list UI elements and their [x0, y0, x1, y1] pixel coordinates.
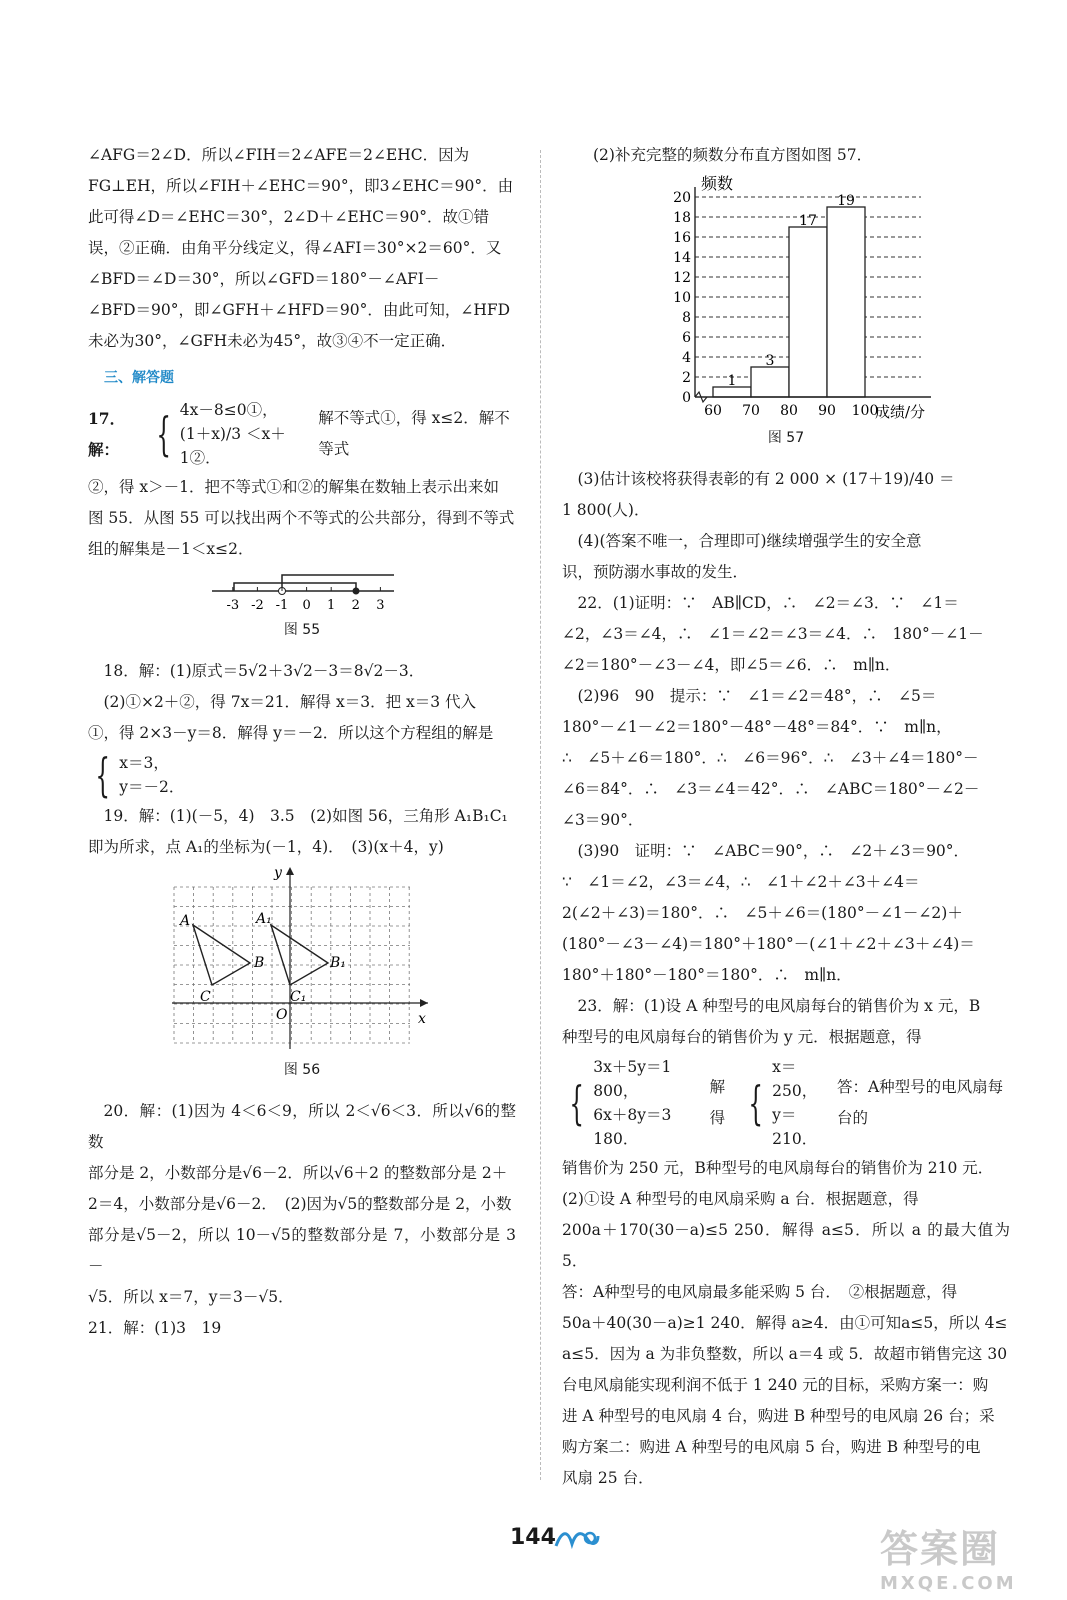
text-line: 未必为30°，∠GFH未必为45°，故③④不一定正确． — [88, 332, 457, 350]
text-line: 购方案二：购进 A 种型号的电风扇 5 台，购进 B 种型号的电 — [562, 1438, 981, 1456]
text-line: (180°－∠3－∠4)＝180°＋180°－(∠1＋∠2＋∠3＋∠4)＝ — [562, 935, 975, 953]
column-divider — [540, 150, 541, 1480]
text-line: 50a＋40(30－a)≥1 240．解得 a≥4．由①可知a≤5，所以 4≤ — [562, 1314, 1008, 1332]
label-b1: B₁ — [330, 955, 346, 971]
q18-y: y＝－2． — [119, 778, 185, 796]
q23-answer-start: 答：A种型号的电风扇每台的 — [836, 1078, 1004, 1127]
text-line: 销售价为 250 元，B种型号的电风扇每台的销售价为 210 元． — [562, 1159, 994, 1177]
text-line: ②，得 x＞－1．把不等式①和②的解集在数轴上表示出来如 — [88, 478, 500, 496]
hist-bar — [789, 227, 827, 397]
hist-ytick-label: 6 — [682, 330, 691, 346]
text-line: 风扇 25 台． — [562, 1469, 654, 1487]
hist-ytick-label: 12 — [673, 270, 691, 286]
text-line: (4)(答案不唯一，合理即可)继续增强学生的安全意 — [577, 532, 922, 550]
triangle-abc — [193, 925, 250, 985]
brace-icon: { — [155, 407, 171, 461]
text-line: (3)90 证明：∵ ∠ABC＝90°，∴ ∠2＋∠3＝90°． — [577, 842, 970, 860]
number-line-figure — [202, 565, 402, 613]
tick-label: -3 — [226, 598, 240, 613]
text-line: √5．所以 x＝7，y＝3－√5． — [88, 1288, 294, 1306]
left-column — [88, 140, 516, 1344]
q17-ineq1: 4x－8≤0①， — [179, 401, 278, 419]
text-line: 答：A种型号的电风扇最多能采购 5 台． ②根据题意，得 — [562, 1283, 958, 1301]
hist-bar — [827, 207, 865, 397]
brace-icon: { — [748, 1076, 763, 1130]
q23-eq1: 3x＋5y＝1 800， — [593, 1058, 672, 1100]
text-line: ∠BFD＝∠D＝30°，所以∠GFD＝180°－∠AFI－ — [88, 270, 440, 288]
text-line: 2＝4，小数部分是√6－2． (2)因为√5的整数部分是 2，小数 — [88, 1195, 512, 1213]
q23-solved: 解得 — [709, 1078, 726, 1127]
text-line: 部分是 2，小数部分是√6－2．所以√6＋2 的整数部分是 2＋ — [88, 1164, 508, 1182]
text-line: FG⊥EH，所以∠FIH＋∠EHC＝90°，即3∠EHC＝90°．由 — [88, 177, 514, 195]
hist-ytick-label: 18 — [673, 210, 691, 226]
q21-part4 — [562, 526, 1010, 588]
fig55-caption: 图 55 — [283, 622, 321, 638]
text-line: 19．解：(1)(－5，4) 3.5 (2)如图 56，三角形 A₁B₁C₁ — [103, 807, 508, 825]
q23-eq2: 6x＋8y＝3 180． — [593, 1106, 672, 1148]
label-c: C — [200, 989, 211, 1005]
hist-ytick-label: 4 — [682, 350, 691, 366]
label-a1: A₁ — [256, 911, 272, 927]
hist-ytick-label: 2 — [682, 370, 691, 386]
text-line: (2)①×2＋②，得 7x＝21．解得 x＝3．把 x＝3 代入 — [103, 693, 477, 711]
q21-part3: (3)估计该校将获得表彰的有 2 000 × (17＋19)/40 ＝ — [577, 470, 955, 488]
q18-solution-system — [88, 748, 516, 802]
tick-label: 2 — [351, 598, 360, 613]
watermark-url: MXQE.COM — [880, 1573, 1017, 1594]
hist-bar-label: 17 — [799, 213, 817, 229]
text-line: 180°＋180°－180°＝180°．∴ m∥n． — [562, 966, 852, 984]
right-column — [562, 140, 1010, 1494]
hist-bar-label: 3 — [765, 353, 775, 369]
text-line: ∠2，∠3＝∠4，∴ ∠1＝∠2＝∠3＝∠4．∴ 180°－∠1－ — [562, 625, 984, 643]
triangle-a1b1c1 — [271, 925, 328, 985]
hist-ytick-label: 0 — [682, 390, 691, 406]
hist-xtick-label: 60 — [704, 403, 722, 419]
q21-part3-cont: 1 800(人)． — [562, 501, 650, 519]
hist-xlabel: 成绩/分 — [875, 403, 926, 421]
wave-logo-icon — [552, 1524, 602, 1552]
text-line: 部分是√5－2，所以 10－√5的整数部分是 7，小数部分是 3－ — [88, 1226, 516, 1275]
fig56-caption: 图 56 — [283, 1062, 321, 1078]
watermark — [880, 1518, 1017, 1594]
text-line: 图 55．从图 55 可以找出两个不等式的公共部分，得到不等式 — [88, 509, 515, 527]
label-b: B — [254, 955, 265, 971]
brace-icon: { — [569, 1076, 584, 1130]
q23-text-cont — [562, 1153, 1010, 1494]
histogram-figure — [631, 171, 941, 421]
text-line: 种型号的电风扇每台的销售价为 y 元．根据题意，得 — [562, 1028, 922, 1046]
text-line: a≤5．因为 a 为非负整数，所以 a＝4 或 5．故超市销售完这 30 — [562, 1345, 1008, 1363]
text-line: 误，②正确．由角平分线定义，得∠AFI＝30°×2＝60°．又 — [88, 239, 502, 257]
hist-bar — [751, 367, 789, 397]
x-arrow-icon — [420, 999, 428, 1007]
section-heading: 三、解答题 — [104, 370, 174, 386]
hist-xtick-label: 100 — [851, 403, 879, 419]
text-line: 18．解：(1)原式＝5√2＋3√2－3＝8√2－3． — [103, 662, 425, 680]
text-line: 进 A 种型号的电风扇 4 台，购进 B 种型号的电风扇 26 台；采 — [562, 1407, 995, 1425]
text-line: (2)①设 A 种型号的电风扇采购 a 台．根据题意，得 — [562, 1190, 919, 1208]
brace-icon: { — [95, 748, 110, 802]
hist-xtick-label: 90 — [818, 403, 836, 419]
text-line: 台电风扇能实现利润不低于 1 240 元的目标，采购方案一：购 — [562, 1376, 989, 1394]
text-line: ∴ ∠5＋∠6＝180°．∴ ∠6＝96°．∴ ∠3＋∠4＝180°－ — [562, 749, 979, 767]
hist-ytick-label: 8 — [682, 310, 691, 326]
label-c1: C₁ — [290, 989, 307, 1005]
hist-ylabel: 频数 — [701, 174, 734, 193]
q17-body — [88, 472, 516, 565]
q21-part1: 21．解：(1)3 19 — [88, 1319, 222, 1337]
text-line: 2(∠2＋∠3)＝180°．∴ ∠5＋∠6＝(180°－∠1－∠2)＋ — [562, 904, 963, 922]
label-origin: O — [276, 1007, 288, 1023]
text-line: 20．解：(1)因为 4＜6＜9，所以 2＜√6＜3．所以√6的整数 — [88, 1102, 516, 1151]
solution-x-le-2 — [234, 583, 356, 591]
fig57-caption: 图 57 — [767, 430, 805, 446]
hist-ytick-label: 20 — [673, 190, 691, 206]
q17-label: 17．解： — [88, 409, 126, 459]
text-line: ∠AFG＝2∠D．所以∠FIH＝2∠AFE＝2∠EHC．因为 — [88, 146, 470, 164]
hist-xtick-label: 70 — [742, 403, 760, 419]
text-line: 此可得∠D＝∠EHC＝30°，2∠D＋∠EHC＝90°．故①错 — [88, 208, 489, 226]
text-line: ∠6＝84°．∴ ∠3＝∠4＝42°．∴ ∠ABC＝180°－∠2－ — [562, 780, 980, 798]
watermark-text: 答案圈 — [880, 1527, 1001, 1571]
tick-label: 0 — [302, 598, 311, 613]
q20-text — [88, 1096, 516, 1313]
q17-ineq2: (1＋x)/3 ＜x＋1②． — [179, 425, 286, 467]
q21-part2: (2)补充完整的频数分布直方图如图 57． — [593, 146, 873, 164]
text-line: 识，预防溺水事故的发生． — [562, 563, 749, 581]
hist-ytick-label: 10 — [673, 290, 691, 306]
tick-label: 3 — [376, 598, 385, 613]
q23-y: y＝210． — [772, 1106, 818, 1148]
tick-label: 1 — [327, 598, 336, 613]
text-line: 200a＋170(30－a)≤5 250．解得 a≤5．所以 a 的最大值为 5． — [562, 1221, 1010, 1270]
hist-xtick-label: 80 — [780, 403, 798, 419]
text-line: 23．解：(1)设 A 种型号的电风扇每台的销售价为 x 元，B — [577, 997, 981, 1015]
q23-system — [562, 1055, 1010, 1151]
q19-text — [88, 801, 516, 863]
hist-bar-label: 1 — [727, 373, 737, 389]
text-line: ∠BFD＝90°，即∠GFH＋∠HFD＝90°．由此可知，∠HFD — [88, 301, 511, 319]
q18-text — [88, 656, 516, 749]
page-number: 144 — [510, 1525, 556, 1550]
text-line: ①，得 2×3－y＝8．解得 y＝－2．所以这个方程组的解是 — [88, 724, 494, 742]
q22-text — [562, 588, 1010, 991]
q23-x: x＝250， — [772, 1058, 818, 1100]
q16-continuation — [88, 140, 516, 357]
text-line: ∠3＝90°． — [562, 811, 644, 829]
y-arrow-icon — [286, 867, 294, 875]
hist-ytick-label: 14 — [673, 250, 691, 266]
text-line: 22．(1)证明：∵ AB∥CD，∴ ∠2＝∠3．∵ ∠1＝ — [577, 594, 959, 612]
hist-ytick-label: 16 — [673, 230, 691, 246]
coordinate-grid-figure — [172, 863, 432, 1053]
q17-after-system: 解不等式①，得 x≤2．解不等式 — [318, 409, 510, 458]
text-line: ∵ ∠1＝∠2，∠3＝∠4，∴ ∠1＋∠2＋∠3＋∠4＝ — [562, 873, 920, 891]
tick-label: -1 — [275, 598, 289, 613]
text-line: 组的解集是－1＜x≤2． — [88, 540, 254, 558]
tick-label: -2 — [251, 598, 264, 613]
text-line: 180°－∠1－∠2＝180°－48°－48°＝84°．∵ m∥n， — [562, 718, 952, 736]
hist-bar-label: 19 — [837, 193, 855, 209]
text-line: ∠2＝180°－∠3－∠4，即∠5＝∠6．∴ m∥n． — [562, 656, 901, 674]
text-line: 即为所求，点 A₁的坐标为(－1，4)． (3)(x＋4，y) — [88, 838, 444, 856]
text-line: (2)96 90 提示：∵ ∠1＝∠2＝48°，∴ ∠5＝ — [577, 687, 937, 705]
q18-x: x＝3， — [119, 754, 169, 772]
q17-system — [88, 398, 516, 470]
label-y: y — [274, 865, 282, 881]
label-a: A — [180, 913, 191, 929]
label-x: x — [418, 1011, 426, 1027]
q23-text — [562, 991, 1010, 1053]
